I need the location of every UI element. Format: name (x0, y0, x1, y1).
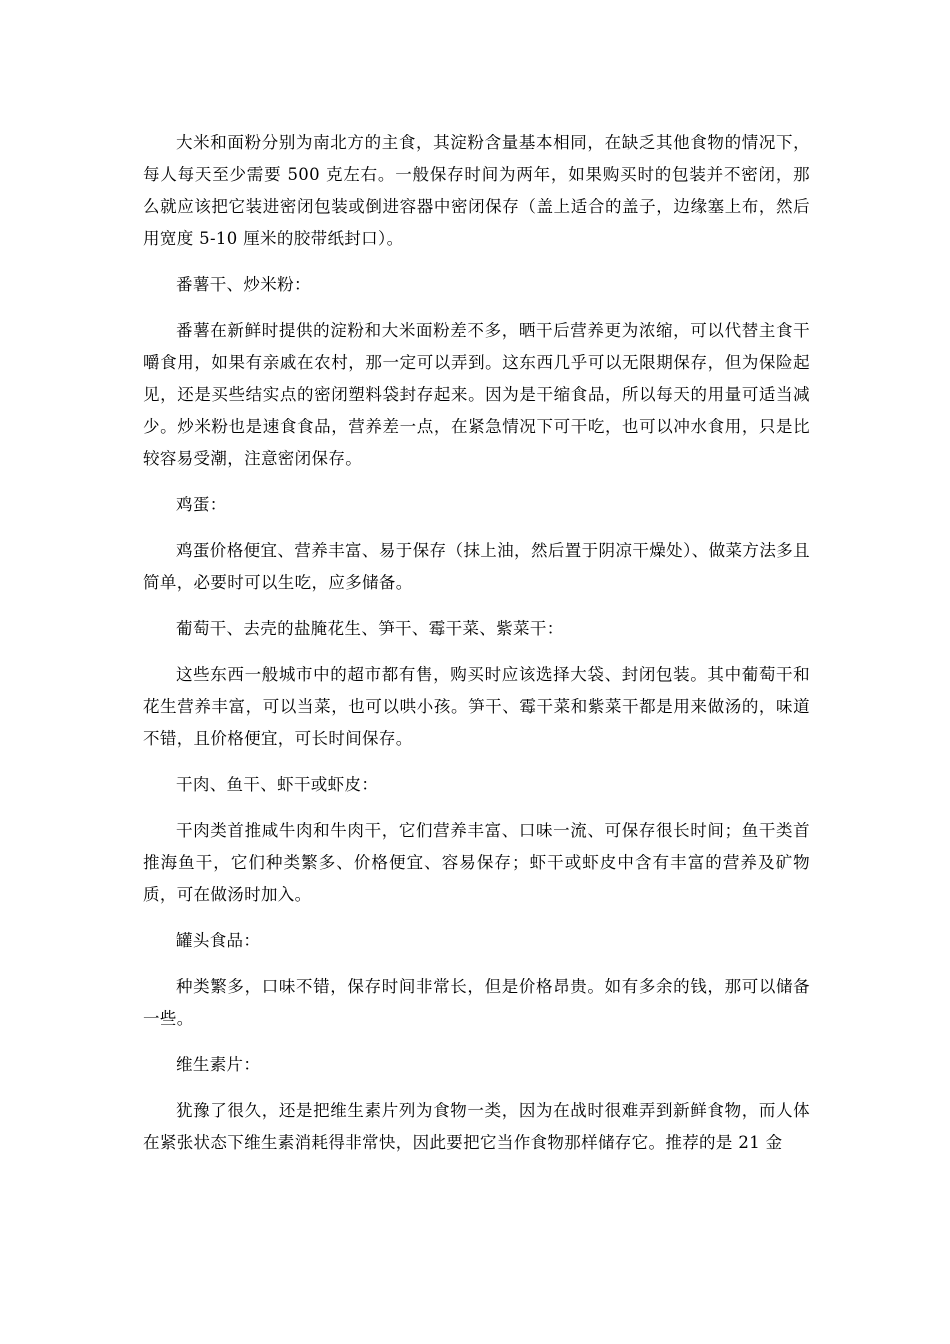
heading-vitamins: 维生素片： (176, 1055, 261, 1074)
paragraph-dried-meat-fish: 干肉类首推咸牛肉和牛肉干，它们营养丰富、口味一流、可保存很长时间；鱼干类首推海鱼干，它们种类繁多、价格便宜、容易保存；虾干或虾皮中含有丰富的营养及矿物质，可在做汤时加入。 (143, 821, 810, 904)
document-body (143, 127, 810, 1159)
paragraph-canned-food: 种类繁多，口味不错，保存时间非常长，但是价格昂贵。如有多余的钱，那可以储备一些。 (143, 977, 810, 1028)
heading-eggs: 鸡蛋： (176, 495, 227, 514)
paragraph-dried-goods: 这些东西一般城市中的超市都有售，购买时应该选择大袋、封闭包装。其中葡萄干和花生营养丰富，可以当菜，也可以哄小孩。笋干、霉干菜和紫菜干都是用来做汤的，味道不错，且价格便宜，可长时间保存。 (143, 665, 810, 748)
heading-dried-meat-fish: 干肉、鱼干、虾干或虾皮： (176, 775, 379, 794)
heading-dried-goods: 葡萄干、去壳的盐腌花生、笋干、霉干菜、紫菜干： (176, 619, 564, 638)
heading-sweet-potato: 番薯干、炒米粉： (176, 275, 311, 294)
paragraph-rice-flour: 大米和面粉分别为南北方的主食，其淀粉含量基本相同，在缺乏其他食物的情况下，每人每天至少需要 500 克左右。一般保存时间为两年，如果购买时的包装并不密闭，那么就应该把它装进密闭包装或倒进容器中密闭保存（盖上适合的盖子，边缘塞上布，然后用宽度 5-10 厘米的胶带纸封口）。 (143, 133, 810, 248)
paragraph-vitamins: 犹豫了很久，还是把维生素片列为食物一类，因为在战时很难弄到新鲜食物，而人体在紧张状态下维生素消耗得非常快，因此要把它当作食物那样储存它。推荐的是 21 金 (143, 1101, 810, 1152)
heading-canned-food: 罐头食品： (176, 931, 261, 950)
paragraph-sweet-potato: 番薯在新鲜时提供的淀粉和大米面粉差不多，晒干后营养更为浓缩，可以代替主食干嚼食用，如果有亲戚在农村，那一定可以弄到。这东西几乎可以无限期保存，但为保险起见，还是买些结实点的密闭塑料袋封存起来。因为是干缩食品，所以每天的用量可适当减少。炒米粉也是速食食品，营养差一点，在紧急情况下可干吃，也可以冲水食用，只是比较容易受潮，注意密闭保存。 (143, 321, 810, 468)
paragraph-eggs: 鸡蛋价格便宜、营养丰富、易于保存（抹上油，然后置于阴凉干燥处）、做菜方法多且简单，必要时可以生吃，应多储备。 (143, 541, 810, 592)
